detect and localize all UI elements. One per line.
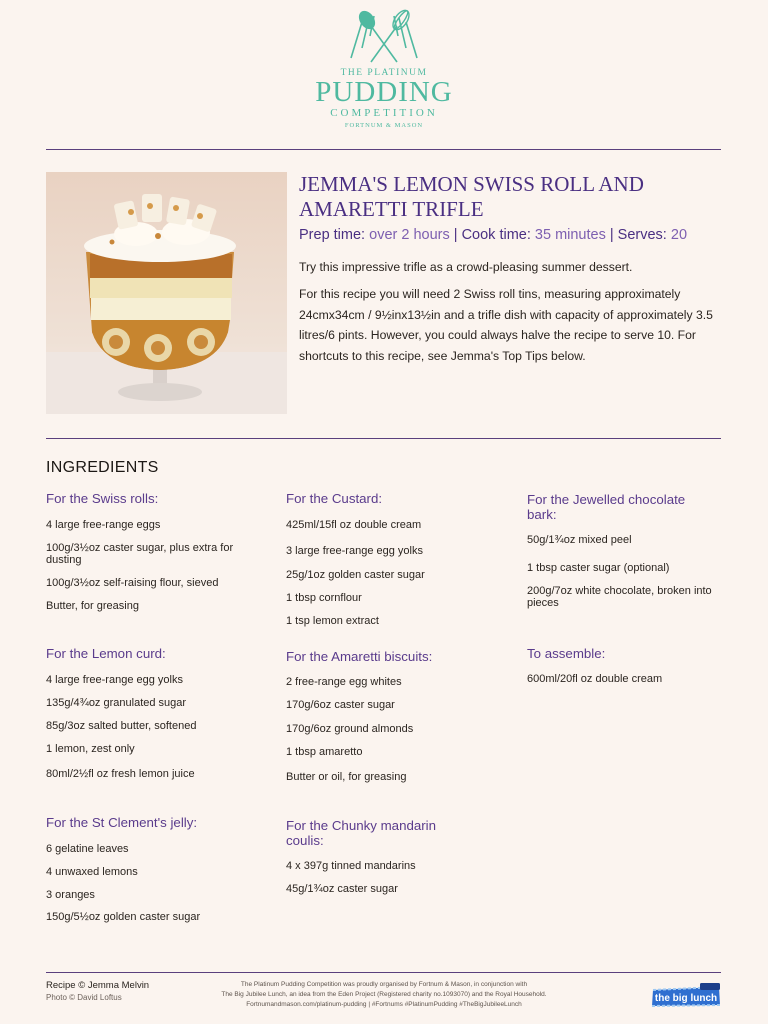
- ingredient-item: 4 x 397g tinned mandarins: [286, 860, 416, 872]
- ingredient-item: 425ml/15fl oz double cream: [286, 519, 422, 531]
- logo-title: PUDDING: [315, 76, 453, 108]
- recipe-title: JEMMA'S LEMON SWISS ROLL AND AMARETTI TRIFLE: [299, 172, 644, 221]
- ingredient-item: 200g/7oz white chocolate, broken into pieces: [527, 585, 712, 609]
- recipe-credit: Recipe © Jemma Melvin: [46, 980, 150, 991]
- ingredient-item: 3 large free-range egg yolks: [286, 545, 423, 557]
- footer-line: The Platinum Pudding Competition was proudly organised by Fortnum & Mason, in conjunction with: [240, 981, 528, 988]
- section-heading: For the Swiss rolls:: [46, 491, 159, 506]
- ingredient-item: 1 tbsp cornflour: [286, 592, 362, 604]
- ingredient-item: 50g/1¾oz mixed peel: [527, 534, 632, 546]
- footer-divider: [46, 972, 721, 973]
- recipe-intro: [299, 257, 724, 373]
- ingredient-item: 85g/3oz salted butter, softened: [46, 720, 197, 732]
- ingredient-item: 135g/4¾oz granulated sugar: [46, 697, 187, 709]
- ingredient-item: 600ml/20fl oz double cream: [527, 673, 663, 685]
- ingredient-item: 4 large free-range egg yolks: [46, 674, 183, 686]
- intro-paragraph: For this recipe you will need 2 Swiss roll tins, measuring approximately 24cmx34cm / 9½inx13½in and a trifle dish with capacity of approximately 3.5 litres/6 pints. However, you could always halve the recipe to serve 10. For shortcuts to this recipe, see Jemma's Top Tips below.: [299, 286, 713, 364]
- cook-label: Cook time:: [461, 227, 531, 243]
- footer-line: Fortnumandmason.com/platinum-pudding | #Fortnums #PlatinumPudding #TheBigJubileeLunch: [246, 1001, 522, 1008]
- intro-paragraph: Try this impressive trifle as a crowd-pleasing summer dessert.: [299, 260, 633, 274]
- prep-value: over 2 hours: [369, 227, 450, 243]
- divider: [46, 438, 721, 439]
- logo-small-title: THE PLATINUM: [340, 68, 428, 78]
- trifle-photo: [46, 172, 287, 414]
- section-heading: For the St Clement's jelly:: [46, 815, 198, 830]
- ingredients-title: INGREDIENTS: [46, 459, 159, 476]
- section-heading: For the Custard:: [286, 491, 383, 506]
- ingredient-item: 170g/6oz caster sugar: [286, 699, 395, 711]
- recipe-meta: Prep time: over 2 hours | Cook time: 35 minutes | Serves: 20: [299, 227, 688, 243]
- ingredient-item: 100g/3½oz self-raising flour, sieved: [46, 577, 219, 589]
- ingredient-item: 1 lemon, zest only: [46, 743, 135, 755]
- competition-logo: [284, 8, 484, 144]
- footer-notice: [196, 980, 572, 1010]
- ingredient-item: 80ml/2½fl oz fresh lemon juice: [46, 768, 195, 780]
- ingredient-item: Butter or oil, for greasing: [286, 771, 407, 783]
- logo-subtitle: COMPETITION: [330, 107, 438, 119]
- section-heading: For the Amaretti biscuits:: [286, 649, 433, 664]
- serves-label: Serves:: [617, 227, 667, 243]
- ingredient-item: 100g/3½oz caster sugar, plus extra for dusting: [46, 542, 234, 566]
- footer-line: The Big Jubilee Lunch, an idea from the Eden Project (Registered charity no.1093070) and the Royal Household.: [221, 991, 547, 998]
- ingredient-item: 6 gelatine leaves: [46, 843, 129, 855]
- ingredient-item: 150g/5½oz golden caster sugar: [46, 911, 201, 923]
- ingredient-item: 25g/1oz golden caster sugar: [286, 569, 425, 581]
- big-lunch-logo: [650, 982, 722, 1010]
- ingredient-item: 1 tbsp caster sugar (optional): [527, 562, 670, 574]
- logo-brand: FORTNUM & MASON: [344, 122, 424, 129]
- ingredient-item: 2 free-range egg whites: [286, 676, 402, 688]
- section-heading: For the Jewelled chocolate bark:: [527, 492, 686, 522]
- prep-label: Prep time:: [299, 227, 366, 243]
- ingredient-item: 1 tbsp amaretto: [286, 746, 363, 758]
- ingredient-item: 4 large free-range eggs: [46, 519, 161, 531]
- ingredient-item: Butter, for greasing: [46, 600, 139, 612]
- badge-text: the big lunch: [654, 993, 718, 1004]
- divider: [46, 149, 721, 150]
- photo-credit: Photo © David Loftus: [46, 993, 122, 1002]
- ingredient-item: 4 unwaxed lemons: [46, 866, 138, 878]
- section-heading: To assemble:: [527, 646, 606, 661]
- ingredient-item: 45g/1¾oz caster sugar: [286, 883, 398, 895]
- ingredient-item: 3 oranges: [46, 889, 95, 901]
- whisk-spoon-icon: [329, 8, 439, 68]
- section-heading: For the Lemon curd:: [46, 646, 166, 661]
- ingredient-item: 1 tsp lemon extract: [286, 615, 379, 627]
- section-heading: For the Chunky mandarin coulis:: [286, 818, 437, 848]
- serves-value: 20: [670, 227, 688, 243]
- cook-value: 35 minutes: [534, 227, 606, 243]
- ingredient-item: 170g/6oz ground almonds: [286, 723, 414, 735]
